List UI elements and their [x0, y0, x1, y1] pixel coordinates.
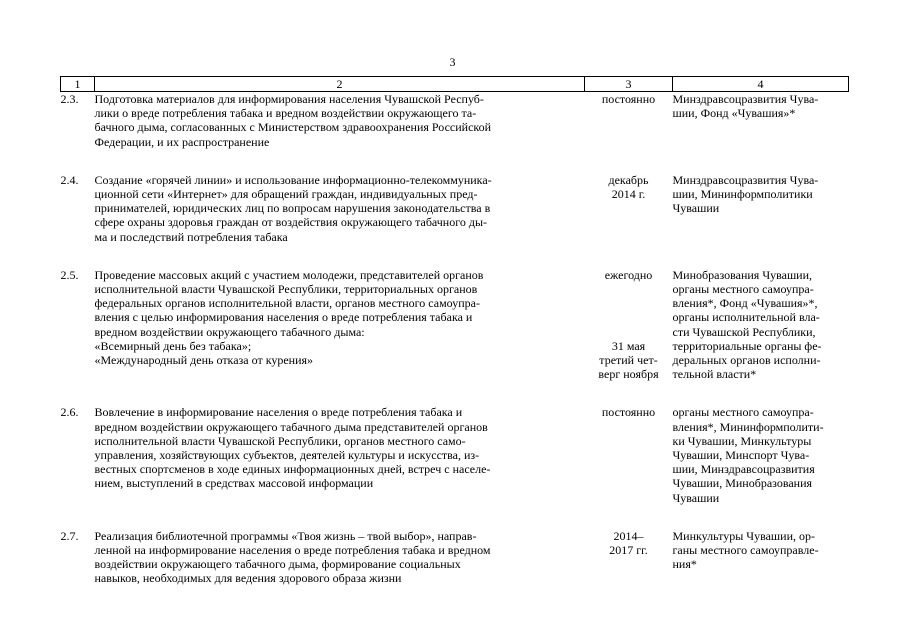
item-description-line: управления, хозяйствующих субъектов, деятелей культуры и искусства, из-: [94, 448, 480, 463]
table-row: [61, 173, 849, 268]
table-row: [61, 529, 849, 610]
item-responsible-line: шии, Мининформполитики: [672, 187, 813, 202]
item-responsible-line: Чувашии: [672, 201, 720, 216]
item-description-line: вредном воздействии окружающего табачного дыма представителей органов: [94, 419, 488, 434]
item-description: [95, 529, 585, 610]
item-date: [585, 529, 673, 610]
item-date: [585, 92, 673, 173]
item-description-line: Подготовка материалов для информирования населения Чувашской Респуб-: [94, 92, 484, 106]
item-description: [95, 268, 585, 406]
item-date: [585, 268, 673, 406]
item-number: 2.4.: [60, 172, 79, 187]
item-description-line: сфере охраны здоровья граждан от воздействия окружающего табачного ды-: [94, 215, 488, 230]
item-responsible: [673, 405, 849, 528]
item-responsible-line: органы исполнительной вла-: [672, 310, 820, 325]
action-plan-table: [60, 76, 849, 610]
item-responsible-line: Чувашии, Минспорт Чува-: [672, 448, 810, 463]
item-description-line: вления с целью информирования населения о вреде потребления табака и: [94, 310, 473, 325]
item-responsible-line: вления*, Фонд «Чувашия»*,: [672, 296, 818, 311]
item-number: 2.7.: [60, 528, 79, 543]
item-responsible-line: сти Чувашской Республики,: [672, 324, 816, 339]
item-date-line: [585, 282, 673, 296]
header-cell-responsible: 4: [673, 77, 849, 92]
item-date-line: третий чет-: [599, 352, 658, 367]
item-description: [95, 173, 585, 268]
item-responsible-line: органы местного самоупра-: [672, 405, 814, 420]
item-date-line: [585, 296, 673, 310]
item-date-line: 2017 гг.: [609, 543, 648, 558]
item-responsible-line: тельной власти*: [672, 367, 757, 382]
item-responsible-line: органы местного самоупра-: [672, 282, 814, 297]
header-cell-description: 2: [95, 77, 585, 92]
table-row: [61, 92, 849, 173]
item-description: [95, 405, 585, 528]
table-row: [61, 405, 849, 528]
item-responsible-line: ганы местного самоуправле-: [672, 543, 819, 558]
item-date-line: 31 мая: [611, 338, 646, 353]
item-responsible-line: Чувашии, Минобразования: [672, 476, 813, 491]
item-date-line: [585, 325, 673, 339]
item-responsible-line: Чувашии: [672, 490, 720, 505]
item-description-line: Создание «горячей линии» и использование информационно-телекоммуника-: [94, 172, 492, 187]
item-description-line: исполнительной власти Чувашской Республики, органов местного само-: [94, 433, 466, 448]
item-responsible-line: шии, Фонд «Чувашия»*: [672, 106, 796, 121]
item-description-line: воздействии окружающего табачного дыма, формирование социальных: [94, 557, 461, 572]
item-description-line: «Международный день отказа от курения»: [94, 353, 314, 368]
item-responsible: [673, 92, 849, 173]
item-description-line: Проведение массовых акций с участием молодежи, представителей органов: [94, 267, 484, 282]
item-date-line: 2014–: [613, 528, 644, 543]
item-number: 2.6.: [60, 405, 79, 420]
header-row: [61, 77, 849, 92]
item-responsible-line: шии, Минздравсоцразвития: [672, 462, 815, 477]
item-number: 2.5.: [60, 267, 79, 282]
item-number: 2.3.: [60, 92, 79, 106]
item-date-line: постоянно: [601, 405, 656, 420]
item-description-line: Реализация библиотечной программы «Твоя жизнь – твой выбор», направ-: [94, 528, 477, 543]
item-description-line: принимателей, юридических лиц по вопросам нарушения законодательства в: [94, 201, 491, 216]
item-responsible-line: деральных органов исполни-: [672, 353, 821, 368]
item-responsible-line: территориальные органы фе-: [672, 338, 822, 353]
item-responsible-line: ния*: [672, 557, 697, 572]
table-row: [61, 268, 849, 406]
page-number: 3: [449, 55, 456, 69]
item-description-line: Федерации, и их распространение: [94, 134, 270, 149]
item-responsible-line: Минобразования Чувашии,: [672, 267, 813, 282]
item-date: [585, 173, 673, 268]
item-responsible: [673, 173, 849, 268]
item-description-line: бачного дыма, согласованных с Министерством здравоохранения Российской: [94, 120, 492, 135]
item-responsible-line: ки Чувашии, Минкультуры: [672, 433, 812, 448]
item-date-line: верг ноября: [598, 367, 659, 382]
item-description-line: лики о вреде потребления табака и вредном воздействии окружающего та-: [94, 106, 477, 121]
header-cell-date: 3: [585, 77, 673, 92]
item-description-line: вестных спортсменов в ходе единых информационных дней, встреч с населе-: [94, 462, 491, 477]
item-description-line: ма и последствий потребления табака: [94, 229, 288, 244]
item-responsible-line: Минкультуры Чувашии, ор-: [672, 528, 816, 543]
item-responsible-line: Минздравсоцразвития Чува-: [672, 172, 819, 187]
item-date-line: ежегодно: [604, 267, 653, 282]
item-responsible-line: Минздравсоцразвития Чува-: [672, 92, 819, 106]
item-description-line: вредном воздействии окружающего табачного дыма:: [94, 324, 365, 339]
item-description-line: «Всемирный день без табака»;: [94, 338, 252, 353]
item-description-line: исполнительной власти Чувашской Республики, территориальных органов: [94, 282, 478, 297]
item-description-line: ционной сети «Интернет» для обращений граждан, индивидуальных пред-: [94, 187, 478, 202]
item-description-line: федеральных органов исполнительной власти, органов местного самоупра-: [94, 296, 480, 311]
item-description-line: навыков, необходимых для ведения здорового образа жизни: [94, 571, 402, 586]
item-date-line: постоянно: [601, 92, 656, 106]
item-date: [585, 405, 673, 528]
item-date-line: [585, 310, 673, 324]
item-responsible-line: вления*, Мининформполити-: [672, 419, 824, 434]
header-cell-num: 1: [61, 77, 95, 92]
item-description-line: Вовлечение в информирование населения о вреде потребления табака и: [94, 405, 463, 420]
item-description: [95, 92, 585, 173]
item-date-line: декабрь: [608, 172, 649, 187]
item-responsible: [673, 529, 849, 610]
item-date-line: 2014 г.: [611, 187, 646, 202]
item-responsible: [673, 268, 849, 406]
item-description-line: ленной на информирование населения о вреде потребления табака и вредном: [94, 543, 491, 558]
item-description-line: нием, выступлений в средствах массовой информации: [94, 476, 374, 491]
